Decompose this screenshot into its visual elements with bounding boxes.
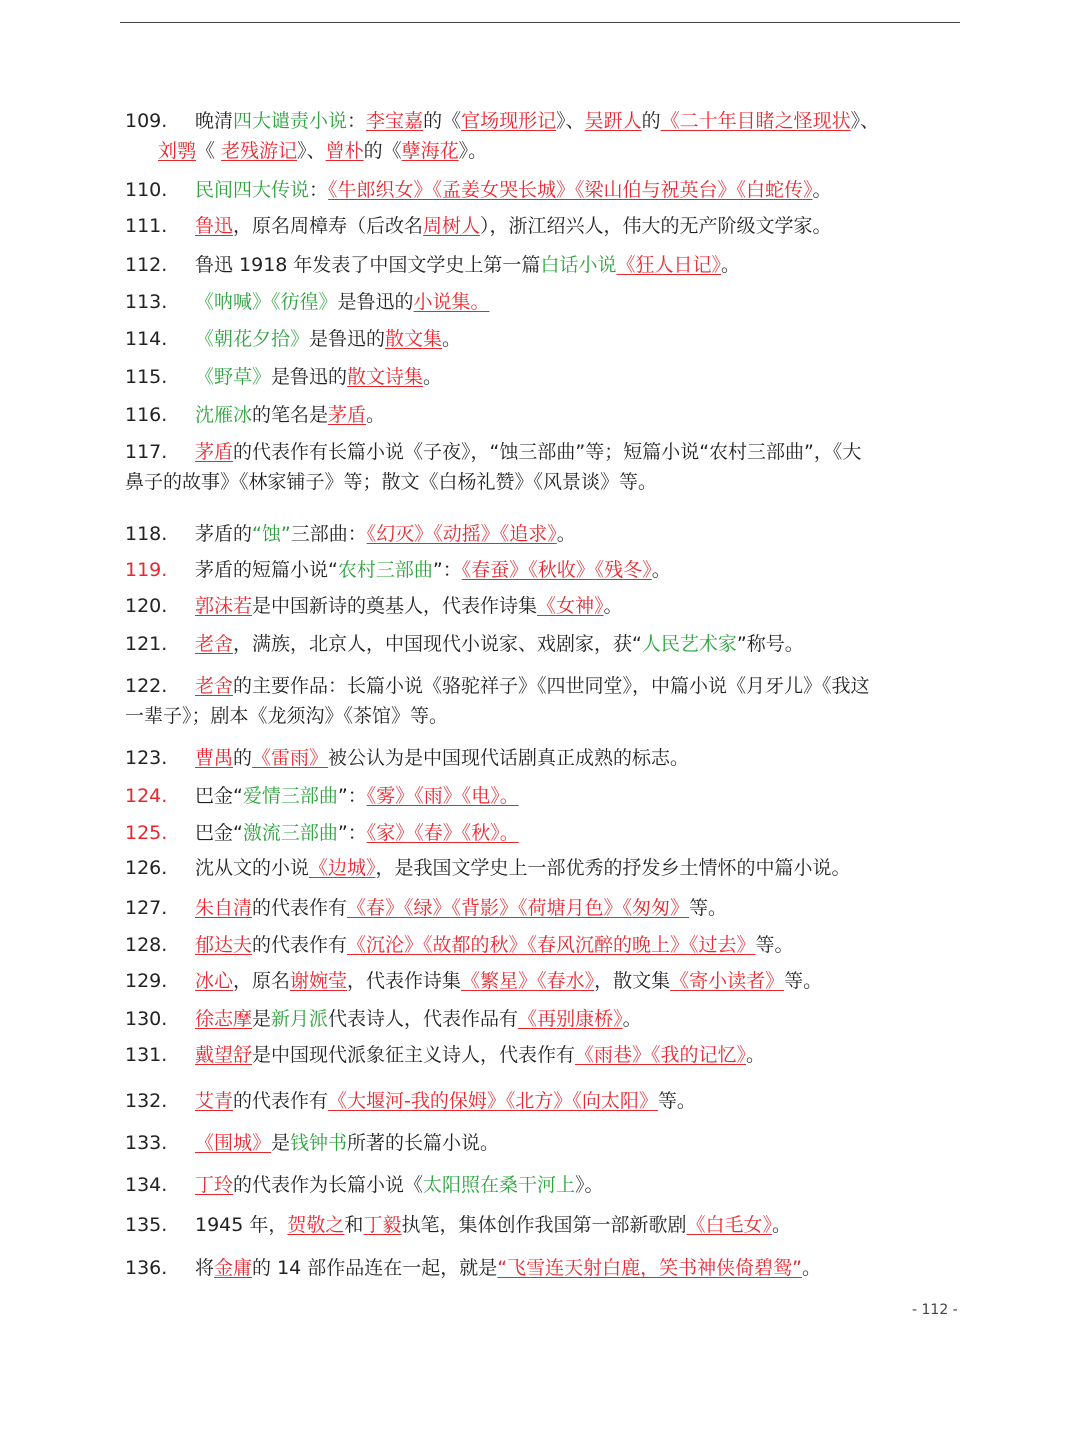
entry-number: 121.	[125, 633, 168, 655]
entry-number: 116.	[125, 404, 168, 426]
entry	[125, 893, 965, 923]
text-segment: ”称号。	[736, 633, 804, 655]
answer-keyword: 冰心	[195, 970, 234, 992]
entry-number: 123.	[125, 747, 168, 769]
answer-keyword: 《再别康桥》	[518, 1008, 623, 1030]
answer-keyword: 丁毅	[363, 1214, 402, 1236]
text-segment: 。	[423, 366, 443, 388]
text-segment: 的《	[423, 110, 462, 132]
entry-number: 113.	[125, 291, 168, 313]
answer-keyword: 鲁迅	[195, 215, 234, 237]
text-segment: 的代表作有长篇小说《子夜》，“蚀三部曲”等；短篇小说“农村三部曲”，《大	[233, 441, 862, 463]
text-segment: 。	[746, 1044, 766, 1066]
entry-text	[195, 437, 861, 467]
entry-text	[195, 211, 832, 241]
entry-text	[195, 175, 832, 205]
entry	[125, 743, 965, 773]
text-segment: 是中国现代派象征主义诗人，代表作有	[252, 1044, 576, 1066]
text-segment: 是鲁迅的	[271, 366, 348, 388]
answer-keyword: 小说集。	[413, 291, 490, 313]
text-segment: ，代表作诗集	[347, 970, 462, 992]
entry-text	[195, 781, 519, 811]
answer-keyword: 徐志摩	[195, 1008, 253, 1030]
entry-number: 129.	[125, 970, 168, 992]
text-segment: ，散文集	[594, 970, 671, 992]
text-segment: 的笔名是	[252, 404, 329, 426]
entry-number: 122.	[125, 675, 168, 697]
entry-first-line	[125, 781, 965, 811]
entry	[125, 1253, 965, 1283]
entry-number: 110.	[125, 179, 168, 201]
answer-keyword: 曹禺	[195, 747, 234, 769]
answer-keyword: 《春》《绿》《背影》《荷塘月色》《匆匆》	[347, 897, 690, 919]
entry-first-line	[125, 1040, 965, 1070]
entry-text	[195, 250, 740, 280]
entry-text	[195, 1170, 604, 1200]
entry-text	[195, 853, 851, 883]
answer-keyword: 《狂人日记》	[616, 254, 721, 276]
text-segment: 的主要作品：长篇小说《骆驼祥子》《四世同堂》，中篇小说《月牙儿》《我这	[233, 675, 870, 697]
entry-number: 118.	[125, 523, 168, 545]
answer-keyword: 《边城》	[309, 857, 376, 879]
entry-continuation-line	[125, 467, 965, 497]
answer-keyword: 官场现形记	[461, 110, 557, 132]
highlight-term: 四大谴责小说	[233, 110, 348, 132]
entry	[125, 781, 965, 811]
entry-number: 120.	[125, 595, 168, 617]
text-segment: 等。	[689, 897, 728, 919]
text-segment: 代表诗人，代表作品有	[328, 1008, 519, 1030]
entry-first-line	[125, 1004, 965, 1034]
text-segment: 》。	[575, 1174, 604, 1196]
entry-number: 136.	[125, 1257, 168, 1279]
answer-keyword: 孽海花	[401, 140, 459, 162]
entry-text	[195, 106, 879, 136]
entry-first-line	[125, 930, 965, 960]
entry-number: 117.	[125, 441, 168, 463]
entry	[125, 1210, 965, 1240]
answer-keyword: 《大堰河-我的保姆》《北方》《向太阳》	[328, 1090, 658, 1112]
text-segment: 茅盾的短篇小说“	[195, 559, 338, 581]
highlight-term: “蚀”	[252, 523, 291, 545]
answer-keyword: 老舍	[195, 633, 234, 655]
entry-first-line	[125, 1253, 965, 1283]
entry	[125, 1040, 965, 1070]
entry	[125, 400, 965, 430]
entry-number: 124.	[125, 785, 168, 807]
answer-keyword: 《春蚕》《秋收》《残冬》	[461, 559, 652, 581]
text-segment: 执笔，集体创作我国第一部新歌剧	[401, 1214, 687, 1236]
entry-text	[195, 1253, 821, 1283]
text-segment: ），浙江绍兴人，伟大的无产阶级文学家。	[480, 215, 832, 237]
text-segment: 》、	[850, 110, 880, 132]
entry	[125, 362, 965, 392]
entry-first-line	[125, 175, 965, 205]
highlight-term: 农村三部曲	[337, 559, 433, 581]
text-segment: 是鲁迅的	[337, 291, 414, 313]
entry	[125, 1170, 965, 1200]
entry-text	[125, 467, 657, 497]
entry-number: 128.	[125, 934, 168, 956]
answer-keyword: 《女神》	[537, 595, 604, 617]
entry-number: 133.	[125, 1132, 168, 1154]
answer-keyword: 《雾》《雨》《电》。	[366, 785, 519, 807]
entry-text	[195, 629, 804, 659]
highlight-term: 《呐喊》《彷徨》	[195, 291, 338, 313]
entry-number: 112.	[125, 254, 168, 276]
text-segment: ”：	[337, 822, 367, 844]
answer-keyword: 《雷雨》	[252, 747, 329, 769]
answer-keyword: 《雨巷》《我的记忆》	[575, 1044, 747, 1066]
entry-first-line	[125, 743, 965, 773]
text-segment: ，原名	[233, 970, 291, 992]
text-segment: 是	[252, 1008, 272, 1030]
text-segment: 是	[271, 1132, 291, 1154]
entry	[125, 1128, 965, 1158]
text-segment: 三部曲：	[290, 523, 367, 545]
answer-keyword: 丁玲	[195, 1174, 234, 1196]
entry	[125, 175, 965, 205]
text-segment: 鼻子的故事》《林家铺子》等；散文《白杨礼赞》《风景谈》等。	[125, 471, 658, 493]
answer-keyword: 贺敬之	[287, 1214, 345, 1236]
answer-keyword: 老舍	[195, 675, 234, 697]
entry-first-line	[125, 1170, 965, 1200]
entry-text	[158, 136, 487, 166]
entry-number: 130.	[125, 1008, 168, 1030]
answer-keyword: 刘鹗	[158, 140, 197, 162]
entry-text	[195, 930, 794, 960]
entry-first-line	[125, 853, 965, 883]
text-segment: ”：	[337, 785, 367, 807]
answer-keyword: 茅盾	[328, 404, 367, 426]
text-segment: 的代表作有	[252, 897, 348, 919]
entry	[125, 519, 965, 549]
entry	[125, 437, 965, 497]
answer-keyword: 《繁星》《春水》	[461, 970, 595, 992]
entry-first-line	[125, 519, 965, 549]
entry-first-line	[125, 211, 965, 241]
entry-number: 119.	[125, 559, 168, 581]
text-segment: ，是我国文学史上一部优秀的抒发乡土情怀的中篇小说。	[375, 857, 851, 879]
entry-text	[195, 519, 576, 549]
text-segment: 》。	[458, 140, 488, 162]
entry-text	[195, 1210, 791, 1240]
entry	[125, 591, 965, 621]
page-number: - 112 -	[912, 1302, 958, 1318]
entry-text	[195, 966, 822, 996]
text-segment: 。	[812, 179, 832, 201]
entry-number: 111.	[125, 215, 168, 237]
text-segment: 等。	[755, 934, 794, 956]
answer-keyword: 《白毛女》	[686, 1214, 772, 1236]
answer-keyword: 戴望舒	[195, 1044, 253, 1066]
answer-keyword: “飞雪连天射白鹿，笑书神侠倚碧鸳”	[497, 1257, 802, 1279]
text-segment: ，满族，北京人，中国现代小说家、戏剧家，获“	[233, 633, 642, 655]
entry	[125, 211, 965, 241]
entry-text	[125, 701, 448, 731]
entry	[125, 1004, 965, 1034]
text-segment: 。	[622, 1008, 642, 1030]
entry-first-line	[125, 250, 965, 280]
entry	[125, 1086, 965, 1116]
text-segment: 。	[603, 595, 623, 617]
entry-text	[195, 671, 870, 701]
entry	[125, 853, 965, 883]
answer-keyword: 散文诗集	[347, 366, 424, 388]
text-segment: 是中国新诗的奠基人，代表作诗集	[252, 595, 538, 617]
entry-number: 135.	[125, 1214, 168, 1236]
text-segment: 巴金“	[195, 785, 243, 807]
entry	[125, 106, 965, 166]
entry-text	[195, 1004, 642, 1034]
entry-text	[195, 362, 442, 392]
entry	[125, 671, 965, 731]
answer-keyword: 《家》《春》《秋》。	[366, 822, 519, 844]
highlight-term: 新月派	[271, 1008, 329, 1030]
entry	[125, 324, 965, 354]
entry-number: 126.	[125, 857, 168, 879]
answer-keyword: 老残游记	[221, 140, 298, 162]
entry-number: 115.	[125, 366, 168, 388]
entry-first-line	[125, 1086, 965, 1116]
text-segment: 茅盾的	[195, 523, 253, 545]
text-segment: ”：	[432, 559, 462, 581]
text-segment: 》、	[556, 110, 585, 132]
answer-keyword: 李宝嘉	[366, 110, 424, 132]
text-segment: 的	[641, 110, 661, 132]
text-segment: 晚清	[195, 110, 234, 132]
highlight-term: 白话小说	[540, 254, 617, 276]
entry-first-line	[125, 591, 965, 621]
answer-keyword: 《寄小读者》	[670, 970, 785, 992]
answer-keyword: 金庸	[214, 1257, 253, 1279]
answer-keyword: 吴趼人	[584, 110, 642, 132]
entry-first-line	[125, 1128, 965, 1158]
entry-number: 125.	[125, 822, 168, 844]
entry-first-line	[125, 287, 965, 317]
entry-first-line	[125, 1210, 965, 1240]
entry-continuation-line	[125, 136, 965, 166]
text-segment: 的	[233, 747, 253, 769]
highlight-term: 钱钟书	[290, 1132, 348, 1154]
entry-text	[195, 818, 519, 848]
entry-number: 114.	[125, 328, 168, 350]
highlight-term: 激流三部曲	[242, 822, 338, 844]
text-segment: 的代表作为长篇小说《	[233, 1174, 424, 1196]
answer-keyword: 艾青	[195, 1090, 234, 1112]
entry-number: 132.	[125, 1090, 168, 1112]
entry-first-line	[125, 629, 965, 659]
answer-keyword: 《沉沦》《故都的秋》《春风沉醉的晚上》《过去》	[347, 934, 756, 956]
text-segment: 。	[720, 254, 740, 276]
answer-keyword: 《二十年目睹之怪现状	[660, 110, 851, 132]
text-segment: ：	[309, 179, 329, 201]
answer-keyword: 朱自清	[195, 897, 253, 919]
entry-text	[195, 324, 461, 354]
entry-number: 109.	[125, 110, 168, 132]
text-segment: 1945 年，	[195, 1214, 288, 1236]
text-segment: 被公认为是中国现代话剧真正成熟的标志。	[328, 747, 690, 769]
text-segment: 巴金“	[195, 822, 243, 844]
answer-keyword: 《幻灭》《动摇》《追求》	[366, 523, 557, 545]
text-segment: ：	[347, 110, 367, 132]
entry-text	[195, 743, 689, 773]
answer-keyword: 郁达夫	[195, 934, 253, 956]
entry-text	[195, 1086, 696, 1116]
text-segment: 鲁迅 1918 年发表了中国文学史上第一篇	[195, 254, 541, 276]
entry	[125, 930, 965, 960]
entry-first-line	[125, 555, 965, 585]
entry-text	[195, 555, 671, 585]
answer-keyword: 谢婉莹	[290, 970, 348, 992]
answer-keyword: 茅盾	[195, 441, 234, 463]
answer-keyword: 郭沫若	[195, 595, 253, 617]
highlight-term: 沈雁冰	[195, 404, 253, 426]
text-segment: 所著的长篇小说。	[347, 1132, 500, 1154]
entry-number: 127.	[125, 897, 168, 919]
entry-text	[195, 1128, 499, 1158]
text-segment: 等。	[784, 970, 823, 992]
text-segment: 》、	[297, 140, 326, 162]
entry-text	[195, 591, 623, 621]
entry	[125, 555, 965, 585]
answer-keyword: 散文集	[385, 328, 443, 350]
text-segment: 。	[442, 328, 462, 350]
highlight-term: 人民艺术家	[641, 633, 737, 655]
highlight-term: 民间四大传说	[195, 179, 310, 201]
text-segment: 沈从文的小说	[195, 857, 310, 879]
entry-text	[195, 893, 727, 923]
entry-text	[195, 1040, 765, 1070]
entry-first-line	[125, 437, 965, 467]
highlight-term: 《野草》	[195, 366, 272, 388]
entry-text	[195, 287, 490, 317]
text-segment: 。	[651, 559, 671, 581]
text-segment: 《	[196, 140, 222, 162]
answer-keyword: 周树人	[423, 215, 481, 237]
entry-first-line	[125, 818, 965, 848]
entry	[125, 287, 965, 317]
entry	[125, 629, 965, 659]
entry-first-line	[125, 671, 965, 701]
text-segment: 。	[556, 523, 576, 545]
text-segment: 的代表作有	[233, 1090, 329, 1112]
highlight-term: 爱情三部曲	[242, 785, 338, 807]
entry-first-line	[125, 966, 965, 996]
entry-text	[195, 400, 385, 430]
answer-keyword: 《牛郎织女》《孟姜女哭长城》《梁山伯与祝英台》《白蛇传》	[328, 179, 813, 201]
text-segment: 。	[771, 1214, 791, 1236]
text-segment: 将	[195, 1257, 215, 1279]
entry-first-line	[125, 106, 965, 136]
text-segment: 是鲁迅的	[309, 328, 386, 350]
entry-first-line	[125, 400, 965, 430]
answer-keyword: 《围城》	[195, 1132, 272, 1154]
entry-first-line	[125, 362, 965, 392]
entry	[125, 250, 965, 280]
entry-first-line	[125, 893, 965, 923]
text-segment: ，原名周樟寿（后改名	[233, 215, 424, 237]
text-segment: 和	[344, 1214, 364, 1236]
text-segment: 的 14 部作品连在一起，就是	[252, 1257, 498, 1279]
highlight-term: 太阳照在桑干河上	[423, 1174, 576, 1196]
entry	[125, 818, 965, 848]
text-segment: 。	[801, 1257, 821, 1279]
entry-number: 131.	[125, 1044, 168, 1066]
text-segment: 的《	[363, 140, 402, 162]
entry-number: 134.	[125, 1174, 168, 1196]
entry-first-line	[125, 324, 965, 354]
text-segment: 的代表作有	[252, 934, 348, 956]
highlight-term: 《朝花夕拾》	[195, 328, 310, 350]
text-segment: 等。	[657, 1090, 696, 1112]
text-segment: 一辈子》；剧本《龙须沟》《茶馆》等。	[125, 705, 449, 727]
entry-continuation-line	[125, 701, 965, 731]
answer-keyword: 曾朴	[325, 140, 364, 162]
entry	[125, 966, 965, 996]
text-segment: 。	[366, 404, 386, 426]
